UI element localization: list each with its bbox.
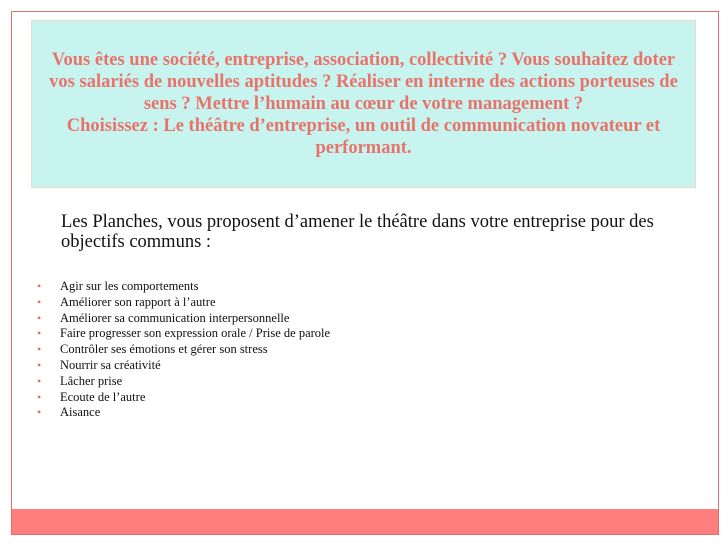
- banner-question-text: Vous êtes une société, entreprise, association, collectivité ? Vous souhaitez doter vos salariés de nouvelles aptitudes ? Réaliser en interne des actions porteuses de sens ? Mettre l’humain au cœur de votre management ?: [49, 50, 678, 114]
- list-item-label: Ecoute de l’autre: [60, 389, 146, 404]
- bullet-icon: •: [37, 279, 42, 293]
- list-item: [34, 279, 330, 295]
- list-item: [34, 405, 330, 421]
- bullet-icon: •: [37, 373, 42, 388]
- bullet-icon: •: [37, 326, 42, 341]
- banner-text-block: [44, 49, 683, 159]
- list-item-label: Aisance: [60, 405, 101, 420]
- list-item-label: Améliorer sa communication interpersonnelle: [60, 310, 290, 325]
- list-item: [34, 311, 330, 327]
- bullet-icon: •: [37, 357, 42, 372]
- banner-call-to-action: Choisissez : Le théâtre d’entreprise, un outil de communication novateur et performant.: [66, 116, 661, 158]
- list-item-label: Contrôler ses émotions et gérer son stress: [60, 342, 268, 357]
- list-item-label: Lâcher prise: [60, 373, 123, 388]
- list-item: [34, 326, 330, 342]
- list-item: [34, 358, 330, 374]
- footer-band: [12, 509, 718, 534]
- list-item: [34, 342, 330, 358]
- list-item: [34, 374, 330, 390]
- objectives-list: [34, 279, 330, 421]
- list-item-label: Améliorer son rapport à l’autre: [60, 294, 216, 309]
- bullet-icon: •: [37, 294, 42, 309]
- list-item: [34, 390, 330, 406]
- list-item: [34, 295, 330, 311]
- intro-paragraph: Les Planches, vous proposent d’amener le théâtre dans votre entreprise pour des objectifs communs :: [61, 212, 654, 252]
- bullet-icon: •: [37, 310, 42, 325]
- headline-banner: [31, 20, 696, 188]
- slide-frame: [11, 11, 719, 535]
- list-item-label: Faire progresser son expression orale / Prise de parole: [60, 326, 331, 341]
- list-item-label: Nourrir sa créativité: [60, 357, 161, 372]
- bullet-icon: •: [37, 405, 42, 420]
- bullet-icon: •: [37, 389, 42, 404]
- bullet-icon: •: [37, 342, 42, 357]
- list-item-label: Agir sur les comportements: [60, 279, 199, 293]
